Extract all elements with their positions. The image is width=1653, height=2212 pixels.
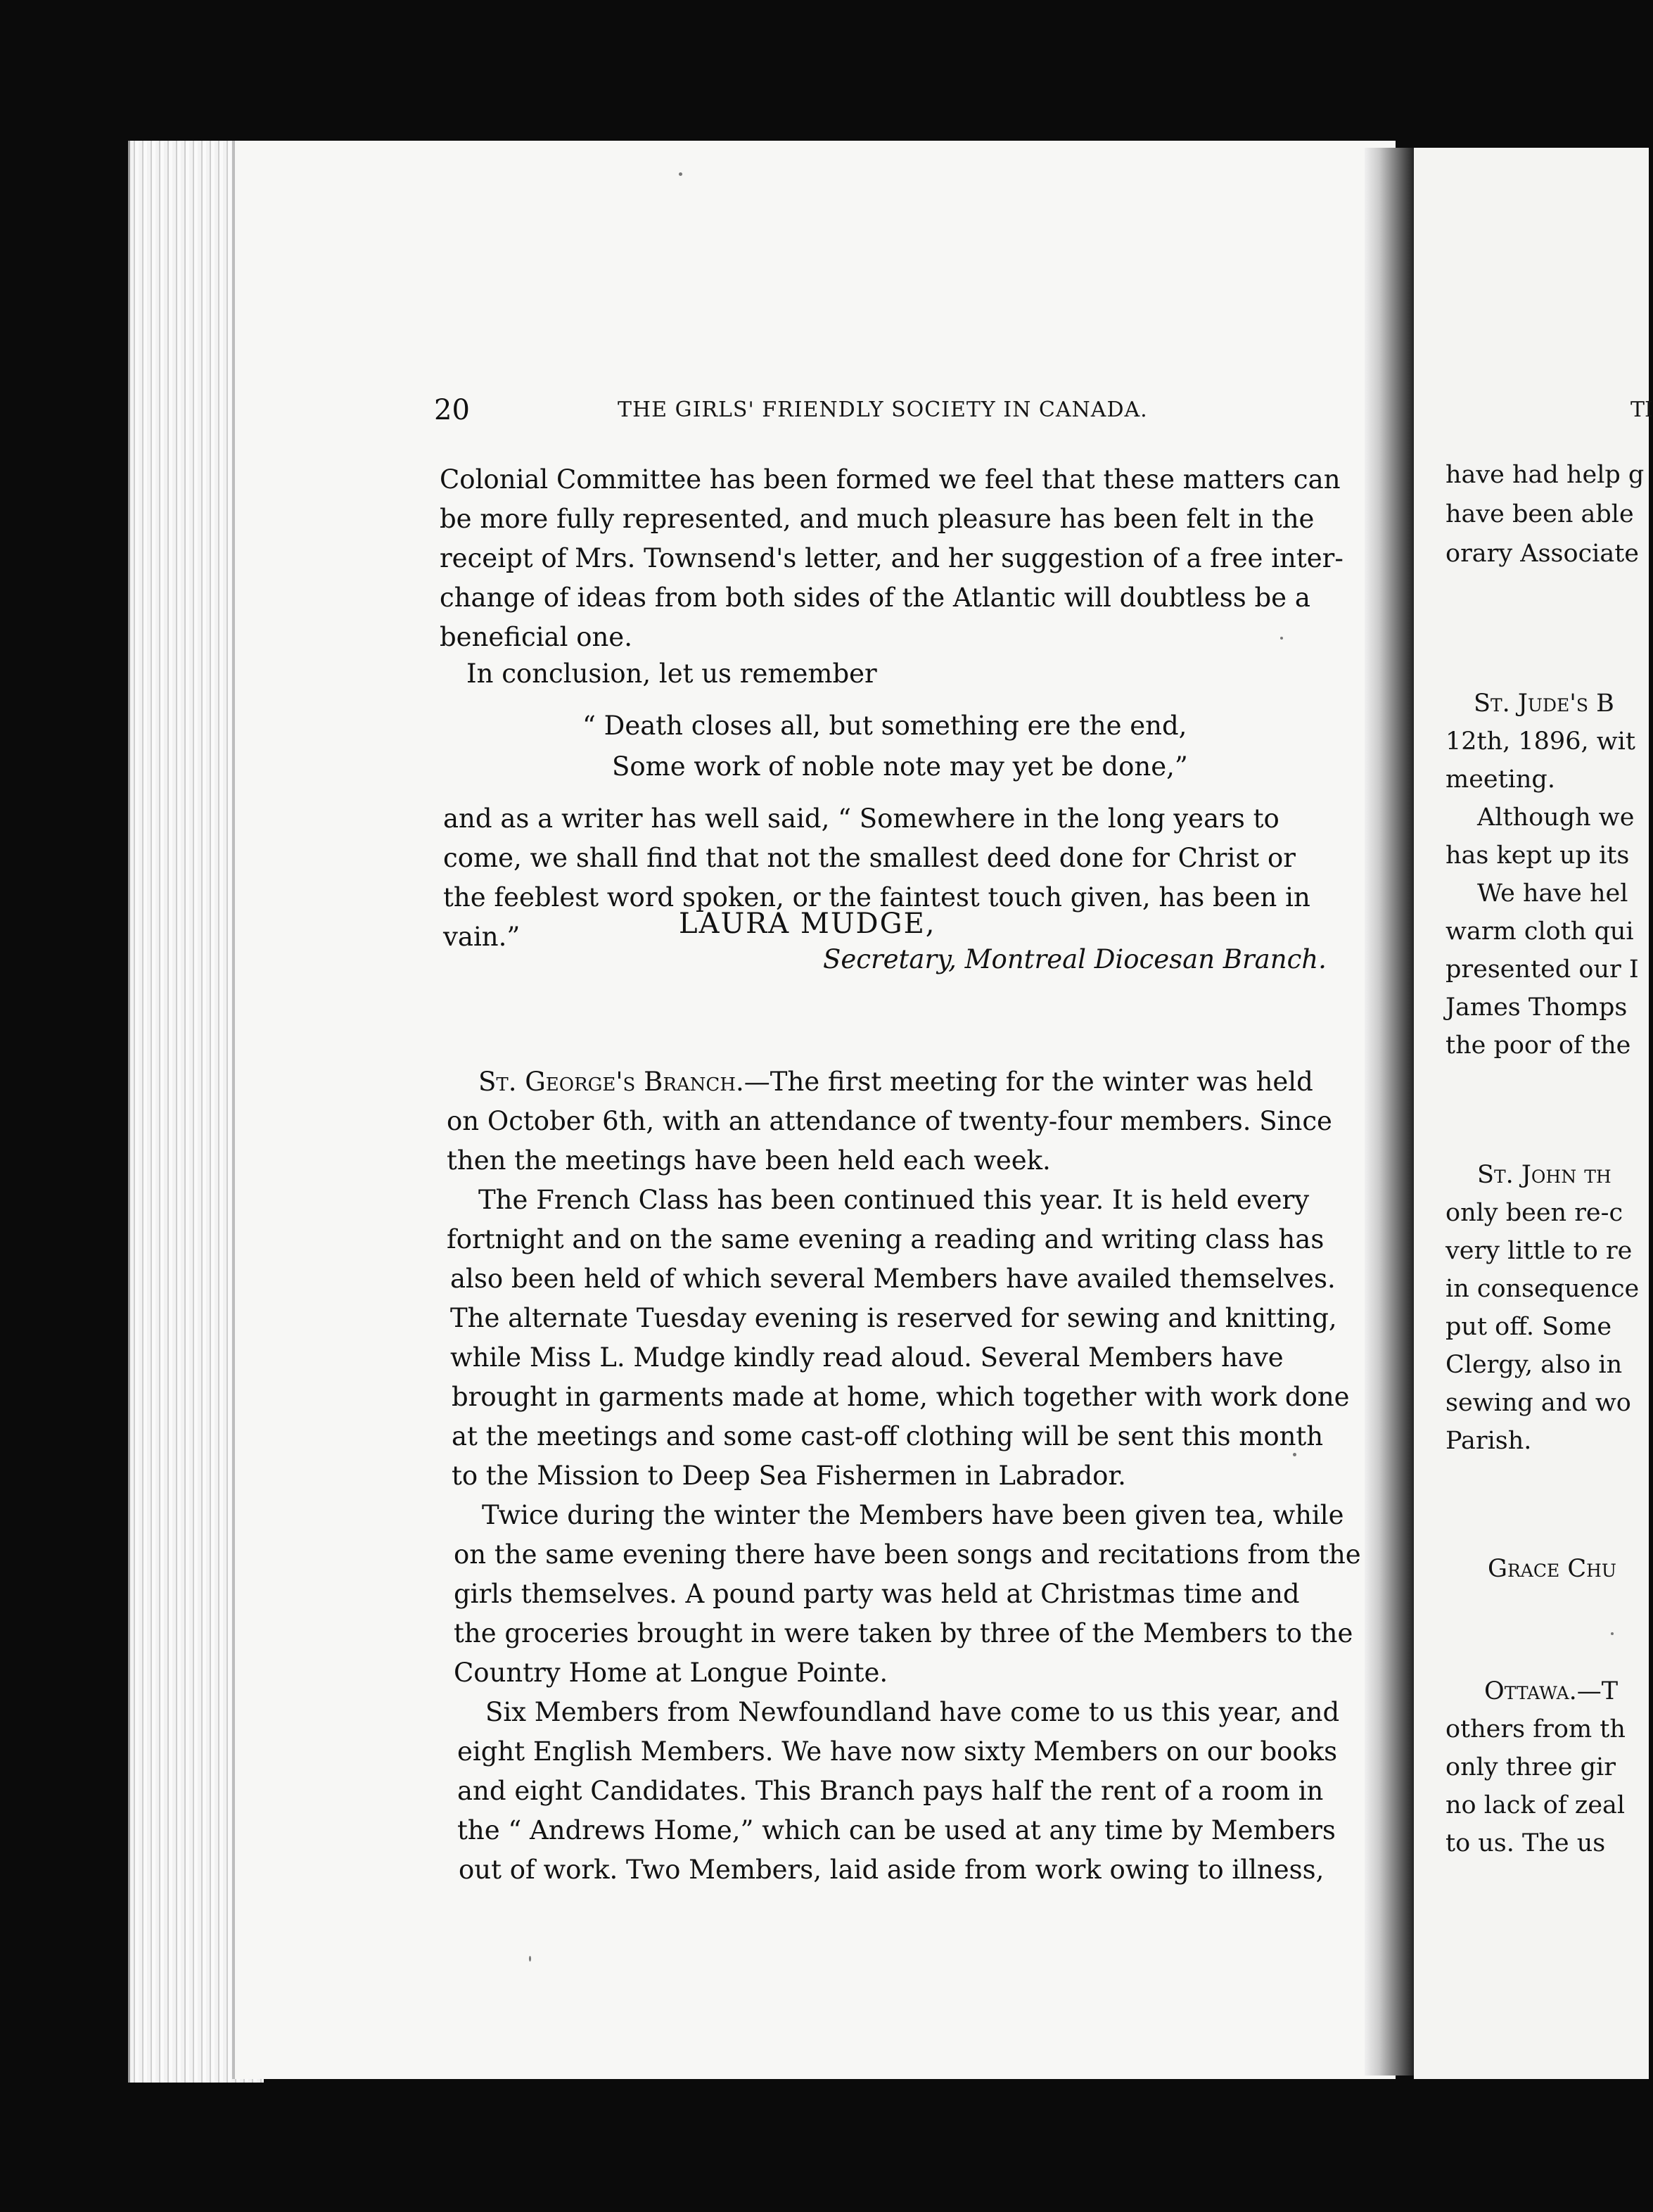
text-line: fortnight and on the same evening a reading and writing class has: [447, 1224, 1325, 1254]
right-text-line: to us. The us: [1445, 1829, 1606, 1857]
text-line: the “ Andrews Home,” which can be used at any time by Members: [457, 1815, 1336, 1845]
scan-speck: [529, 1956, 531, 1962]
text-line: come, we shall find that not the smallest deed done for Christ or: [443, 843, 1296, 873]
right-text-line: no lack of zeal: [1445, 1791, 1626, 1819]
text-line: The French Class has been continued this year. It is held every: [478, 1185, 1310, 1215]
right-text-line: put off. Some: [1445, 1313, 1612, 1341]
text-line: In conclusion, let us remember: [466, 659, 877, 689]
right-branch-heading: Ottawa.—T: [1484, 1677, 1619, 1705]
right-branch-heading: Grace Chu: [1488, 1555, 1616, 1583]
text-line: girls themselves. A pound party was held at Christmas time and: [454, 1579, 1300, 1609]
scan-speck: [1293, 1453, 1296, 1456]
scan-speck: [1280, 637, 1283, 640]
right-text-line: warm cloth qui: [1445, 917, 1634, 946]
text-line: —The first meeting for the winter was held: [743, 1067, 1313, 1097]
right-running-header: TI: [1630, 398, 1653, 422]
right-text-line: James Thomps: [1445, 993, 1628, 1022]
right-text-line: others from th: [1445, 1715, 1626, 1743]
text-line: also been held of which several Members have availed themselves.: [450, 1264, 1336, 1294]
text-line: beneficial one.: [440, 622, 632, 652]
right-text-line: sewing and wo: [1445, 1389, 1631, 1417]
text-line: Country Home at Longue Pointe.: [454, 1658, 888, 1688]
right-text-line: Clergy, also in: [1445, 1351, 1623, 1379]
text-line: Twice during the winter the Members have been given tea, while: [482, 1500, 1344, 1530]
quote-line: Some work of noble note may yet be done,”: [612, 751, 1188, 782]
branch-first-line: [478, 1067, 1313, 1097]
text-line: The alternate Tuesday evening is reserved for sewing and knitting,: [450, 1303, 1337, 1333]
signature-title: Secretary, Montreal Diocesan Branch.: [823, 944, 1327, 974]
right-text-line: has kept up its: [1445, 841, 1630, 870]
right-text-line: 12th, 1896, wit: [1445, 727, 1635, 756]
text-line: on the same evening there have been songs and recitations from the: [454, 1539, 1361, 1570]
right-text-line: have had help g: [1445, 461, 1645, 489]
right-text-line: orary Associate: [1445, 540, 1640, 568]
right-branch-heading: St. John th: [1477, 1161, 1611, 1189]
text-line: eight English Members. We have now sixty Members on our books: [457, 1736, 1338, 1767]
right-page: [1414, 148, 1649, 2079]
right-text-line: presented our I: [1445, 955, 1639, 984]
scan-speck: [1611, 1632, 1614, 1635]
right-text-line: Although we: [1477, 803, 1635, 832]
text-line: Six Members from Newfoundland have come to us this year, and: [485, 1697, 1340, 1727]
right-text-line: in consequence: [1445, 1275, 1640, 1303]
quote-line: “ Death closes all, but something ere the end,: [582, 711, 1187, 741]
text-line: Colonial Committee has been formed we feel that these matters can: [440, 464, 1341, 495]
text-line: out of work. Two Members, laid aside from work owing to illness,: [459, 1855, 1325, 1885]
text-line: the groceries brought in were taken by three of the Members to the: [454, 1618, 1353, 1648]
right-text-line: We have hel: [1477, 879, 1628, 908]
book-gutter: [1365, 148, 1414, 2076]
text-line: at the meetings and some cast-off clothing will be sent this month: [452, 1421, 1324, 1451]
text-line: on October 6th, with an attendance of twenty-four members. Since: [447, 1106, 1332, 1136]
right-text-line: only three gir: [1445, 1753, 1616, 1781]
right-text-line: have been able: [1445, 500, 1634, 528]
text-line: then the meetings have been held each week.: [447, 1145, 1051, 1176]
text-line: and eight Candidates. This Branch pays half the rent of a room in: [457, 1776, 1324, 1806]
right-text-line: very little to re: [1445, 1237, 1633, 1265]
scan-speck: [679, 172, 682, 176]
text-line: to the Mission to Deep Sea Fishermen in Labrador.: [452, 1461, 1126, 1491]
right-branch-heading: St. Jude's B: [1474, 689, 1614, 718]
text-line: change of ideas from both sides of the Atlantic will doubtless be a: [440, 583, 1310, 613]
signature-name: LAURA MUDGE,: [679, 908, 936, 940]
text-line: be more fully represented, and much pleasure has been felt in the: [440, 504, 1315, 534]
text-line: receipt of Mrs. Townsend's letter, and her suggestion of a free inter-: [440, 543, 1344, 573]
text-line: while Miss L. Mudge kindly read aloud. Several Members have: [450, 1342, 1284, 1373]
running-header: THE GIRLS' FRIENDLY SOCIETY IN CANADA.: [618, 398, 1148, 422]
right-text-line: Parish.: [1445, 1427, 1532, 1455]
text-line: and as a writer has well said, “ Somewhere in the long years to: [443, 803, 1279, 834]
page-number: 20: [434, 394, 470, 426]
text-line: brought in garments made at home, which together with work done: [452, 1382, 1350, 1412]
right-text-line: the poor of the: [1445, 1031, 1631, 1060]
right-text-line: only been re-c: [1445, 1199, 1623, 1227]
text-line: vain.”: [443, 922, 521, 952]
right-text-line: meeting.: [1445, 765, 1555, 794]
branch-heading: St. George's Branch.: [478, 1067, 744, 1097]
text-line: the feeblest word spoken, or the faintest touch given, has been in: [443, 882, 1310, 913]
